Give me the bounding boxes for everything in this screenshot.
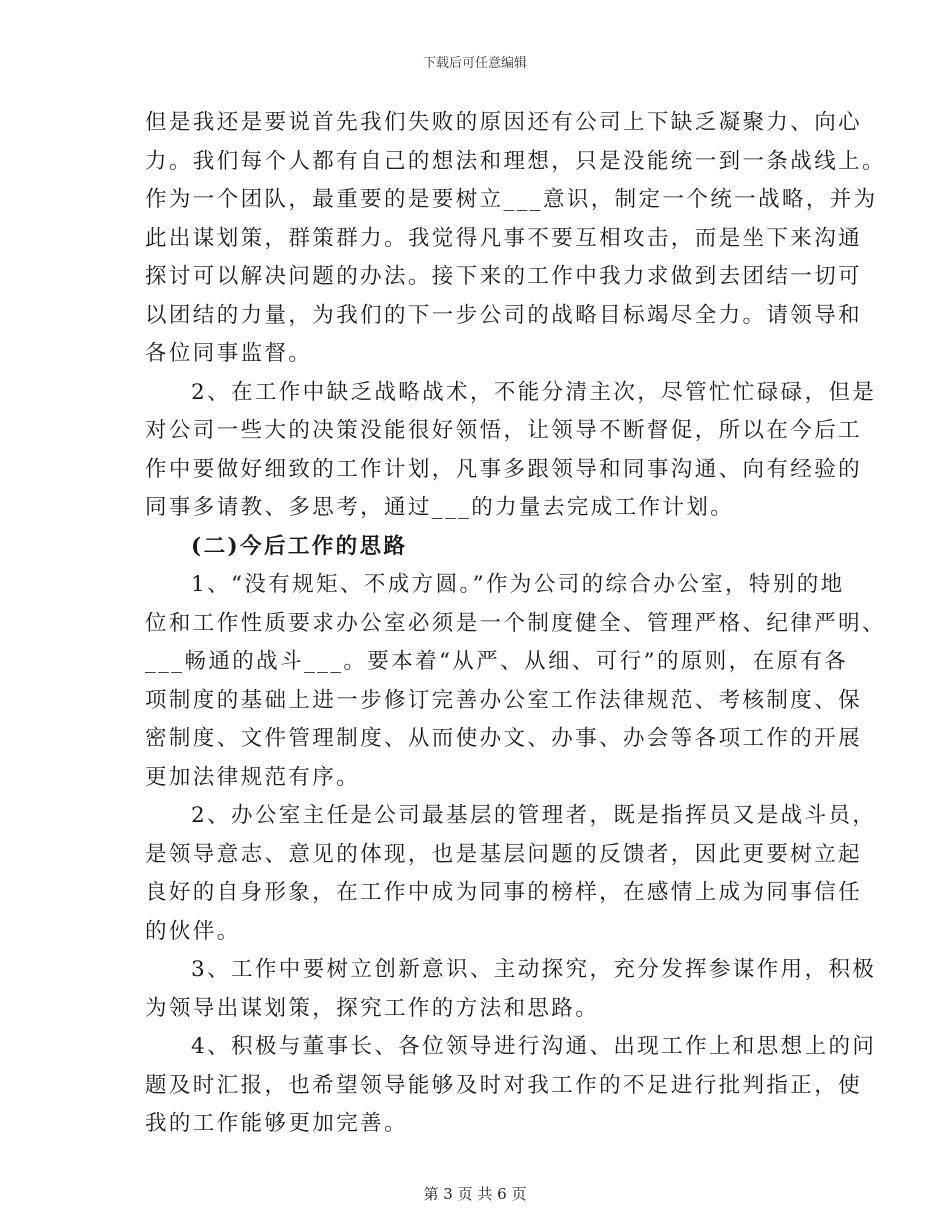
body-text-line: 1、“没有规矩、不成方圆。”作为公司的综合办公室，特别的地 xyxy=(191,572,845,597)
document-body xyxy=(145,104,886,1144)
body-text-line: 题及时汇报，也希望领导能够及时对我工作的不足进行批判指正，使 xyxy=(145,1072,863,1098)
body-text-line: 的伙伴。 xyxy=(145,918,241,944)
body-text-line: 2、办公室主任是公司最基层的管理者，既是指挥员又是战斗员， xyxy=(191,803,877,828)
body-text-line: 良好的自身形象，在工作中成为同事的榜样，在感情上成为同事信任 xyxy=(145,880,863,905)
body-text-line: 项制度的基础上进一步修订完善办公室工作法律规范、考核制度、保 xyxy=(145,687,863,713)
body-text-line: 以团结的力量，为我们的下一步公司的战略目标竭尽全力。请领导和 xyxy=(145,302,863,328)
body-text-line: 各位同事监督。 xyxy=(145,341,313,366)
body-text-line: 同事多请教、多思考，通过___的力量去完成工作计划。 xyxy=(145,495,735,520)
page-number: 第 3 页 共 6 页 xyxy=(423,1185,527,1203)
body-text-line: ___畅通的战斗___。要本着“从严、从细、可行”的原则，在原有各 xyxy=(145,649,849,674)
body-text-line: 作中要做好细致的工作计划，凡事多跟领导和同事沟通、向有经验的 xyxy=(145,456,863,482)
body-text-line: 位和工作性质要求办公室必须是一个制度健全、管理严格、纪律严明、 xyxy=(145,610,886,636)
section-heading: (二)今后工作的思路 xyxy=(191,533,408,559)
body-text-line: 此出谋划策，群策群力。我觉得凡事不要互相攻击，而是坐下来沟通 xyxy=(145,225,863,251)
page-header: 下载后可任意编辑 xyxy=(422,56,527,71)
body-text-line: 但是我还是要说首先我们失败的原因还有公司上下缺乏凝聚力、向心 xyxy=(145,110,863,135)
body-text-line: 更加法律规范有序。 xyxy=(145,764,361,790)
body-text-line: 探讨可以解决问题的办法。接下来的工作中我力求做到去团结一切可 xyxy=(145,264,863,289)
body-text-line: 力。我们每个人都有自己的想法和理想，只是没能统一到一条战线上。 xyxy=(145,148,886,174)
body-text-line: 2、在工作中缺乏战略战术，不能分清主次，尽管忙忙碌碌，但是 xyxy=(191,379,877,405)
body-text-line: 4、积极与董事长、各位领导进行沟通、出现工作上和思想上的问 xyxy=(191,1034,877,1059)
body-text-line: 3、工作中要树立创新意识、主动探究，充分发挥参谋作用，积极 xyxy=(191,957,877,982)
body-text-line: 为领导出谋划策，探究工作的方法和思路。 xyxy=(145,995,600,1021)
body-text-line: 我的工作能够更加完善。 xyxy=(145,1111,408,1136)
body-text-line: 对公司一些大的决策没能很好领悟，让领导不断督促，所以在今后工 xyxy=(145,418,863,443)
body-text-line: 密制度、文件管理制度、从而使办文、办事、办会等各项工作的开展 xyxy=(145,726,863,751)
body-text-line: 作为一个团队，最重要的是要树立___意识，制定一个统一战略，并为 xyxy=(145,187,878,212)
body-text-line: 是领导意志、意见的体现，也是基层问题的反馈者，因此更要树立起 xyxy=(145,841,863,867)
